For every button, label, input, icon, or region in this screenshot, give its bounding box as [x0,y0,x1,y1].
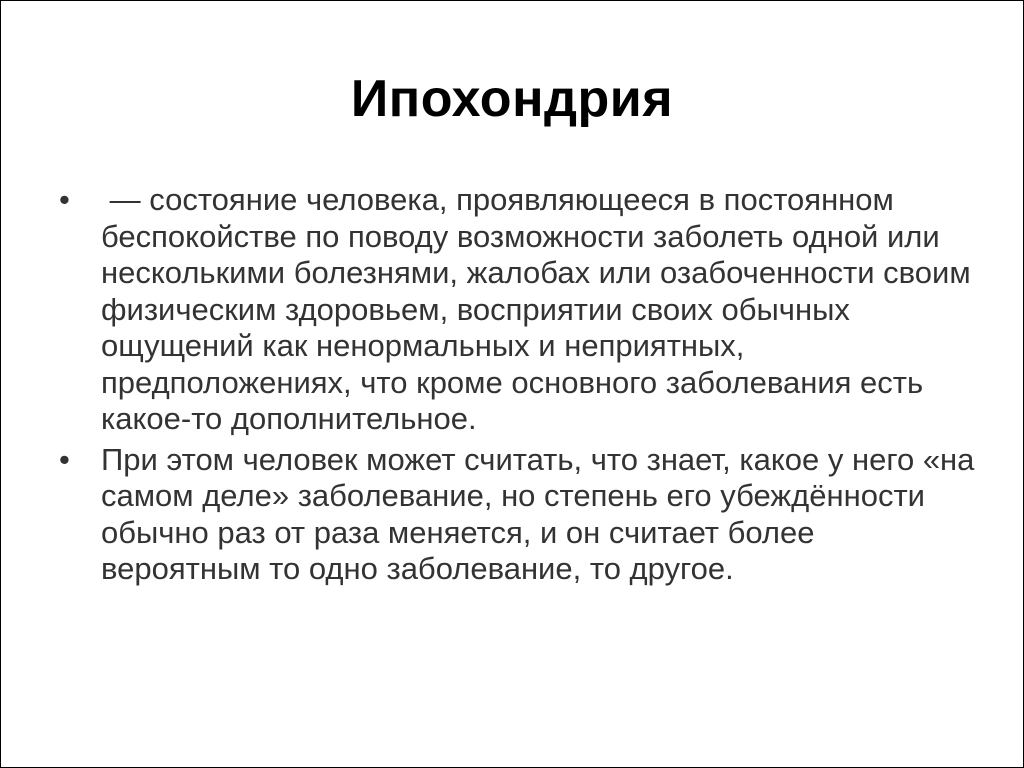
slide-title: Ипохондрия [350,70,674,128]
bullet-text: При этом человек может считать, что знает, какое у него «на самом деле» заболевание, но степень его убеждённости обычно раз от раза меняется, и он считает более вероятным то одно заболевание, то другое. [101,441,975,586]
bullet-marker: • [59,182,70,217]
bullet-text: — состояние человека, проявляющееся в постоянном беспокойстве по поводу возможности заболеть одной или несколькими болезнями, жалобах или озабоченности своим физическим здоровьем, восприятии своих обычных ощущений как ненормальных и неприятных, предположениях, что кроме основного заболевания есть какое-то дополнительное. [101,182,980,436]
bullet-list [59,182,979,592]
bullet-item-conviction [59,442,979,588]
bullet-marker: • [59,441,70,477]
bullet-item-definition [59,182,979,438]
